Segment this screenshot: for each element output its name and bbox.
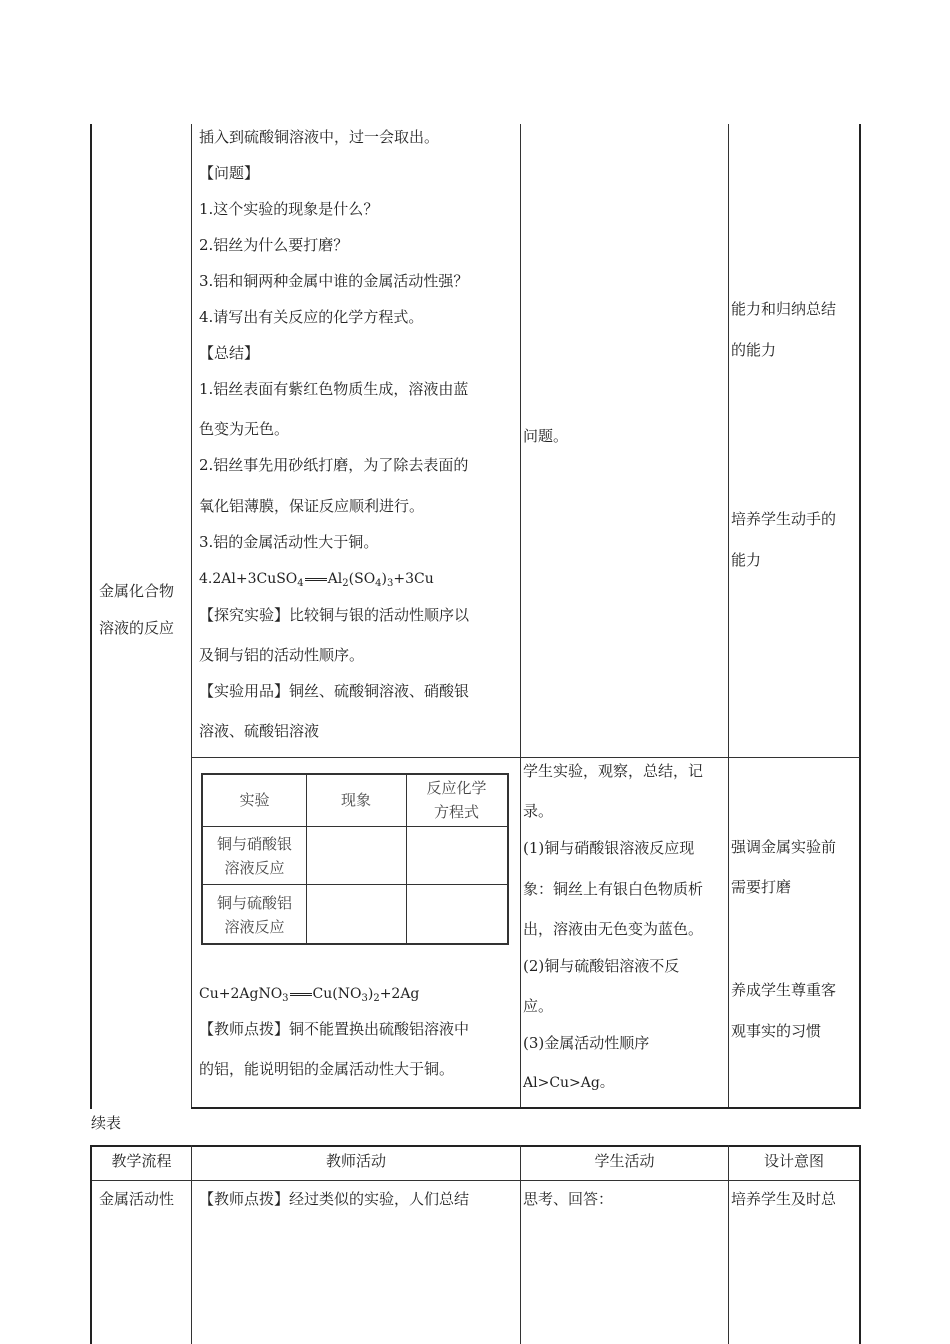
table-cell: 【教师点拨】经过类似的实验，人们总结 bbox=[199, 1190, 470, 1208]
teacher-text: 溶液、硫酸铝溶液 bbox=[199, 722, 320, 740]
design-text: 观事实的习惯 bbox=[731, 1022, 822, 1040]
inner-header-experiment: 实验 bbox=[239, 791, 270, 809]
teacher-text: 【探究实验】比较铜与银的活动性顺序以 bbox=[199, 606, 470, 624]
teacher-text: 【总结】 bbox=[199, 344, 260, 362]
table-border bbox=[728, 1145, 729, 1344]
table-cell: 思考、回答： bbox=[523, 1190, 614, 1208]
design-text: 培养学生动手的 bbox=[731, 510, 837, 528]
section-label-line1: 金属化合物 bbox=[99, 582, 175, 600]
teacher-text: 氧化铝薄膜，保证反应顺利进行。 bbox=[199, 497, 425, 515]
design-text: 需要打磨 bbox=[731, 878, 792, 896]
chemical-equation-1: 4.2Al+3CuSO$_4$ $Al_2(SO_4)_3+3Cu$ bbox=[199, 571, 434, 589]
inner-cell: 溶液反应 bbox=[224, 859, 285, 877]
student-text: 录。 bbox=[523, 802, 554, 820]
design-text: 能力和归纳总结 bbox=[731, 300, 837, 318]
table-top bbox=[90, 1145, 861, 1147]
table-border bbox=[191, 124, 192, 1109]
table-border bbox=[859, 1145, 861, 1344]
teacher-text: 及铜与铝的活动性顺序。 bbox=[199, 646, 365, 664]
teacher-text: 1.这个实验的现象是什么？ bbox=[199, 200, 379, 218]
inner-header-equation: 方程式 bbox=[433, 803, 479, 821]
inner-cell: 溶液反应 bbox=[224, 918, 285, 936]
continued-label: 续表 bbox=[91, 1114, 122, 1132]
equals-sign bbox=[290, 993, 312, 996]
inner-header-equation: 反应化学 bbox=[426, 779, 487, 797]
student-text: (3)金属活动性顺序 bbox=[523, 1034, 650, 1052]
chemical-equation-2: Cu+2AgNO$_3$ $Cu(NO_3)_2+2Ag$ bbox=[199, 986, 420, 1004]
header-divider bbox=[90, 1180, 861, 1181]
equals-sign bbox=[305, 578, 327, 581]
student-text: 象：铜丝上有银白色物质析 bbox=[523, 880, 704, 898]
design-text: 的能力 bbox=[731, 341, 777, 359]
header-student-activity: 学生活动 bbox=[594, 1152, 655, 1170]
header-process: 教学流程 bbox=[111, 1152, 172, 1170]
experiment-table bbox=[201, 773, 509, 945]
table-border bbox=[859, 124, 861, 1109]
student-text: 学生实验，观察，总结，记 bbox=[523, 762, 704, 780]
table-cell: 金属活动性 bbox=[99, 1190, 175, 1208]
header-teacher-activity: 教师活动 bbox=[325, 1152, 386, 1170]
teacher-text: 插入到硫酸铜溶液中，过一会取出。 bbox=[199, 128, 440, 146]
inner-cell: 铜与硝酸银 bbox=[216, 835, 292, 853]
teacher-text: 2.铝丝为什么要打磨？ bbox=[199, 236, 349, 254]
design-text: 能力 bbox=[731, 551, 762, 569]
row-divider bbox=[191, 757, 860, 758]
teacher-text: 【教师点拨】铜不能置换出硫酸铝溶液中 bbox=[199, 1020, 470, 1038]
design-text: 养成学生尊重客 bbox=[731, 981, 837, 999]
table-border bbox=[520, 1145, 521, 1344]
table-border bbox=[520, 124, 521, 1109]
design-text: 强调金属实验前 bbox=[731, 838, 837, 856]
teacher-text: 2.铝丝事先用砂纸打磨，为了除去表面的 bbox=[199, 456, 469, 474]
inner-cell: 铜与硫酸铝 bbox=[216, 894, 292, 912]
teacher-text: 【问题】 bbox=[199, 164, 260, 182]
student-text: (1)铜与硝酸银溶液反应现 bbox=[523, 839, 695, 857]
teacher-text: 的铝，能说明铝的金属活动性大于铜。 bbox=[199, 1060, 455, 1078]
teacher-text: 4.请写出有关反应的化学方程式。 bbox=[199, 308, 424, 326]
teacher-text: 3.铝和铜两种金属中谁的金属活动性强？ bbox=[199, 272, 469, 290]
header-design-intent: 设计意图 bbox=[763, 1152, 824, 1170]
teacher-text: 3.铝的金属活动性大于铜。 bbox=[199, 533, 379, 551]
student-text: Al>Cu>Ag。 bbox=[523, 1075, 614, 1091]
student-text: (2)铜与硫酸铝溶液不反 bbox=[523, 957, 680, 975]
table-cell: 培养学生及时总 bbox=[731, 1190, 837, 1208]
table-border bbox=[90, 1145, 92, 1344]
section-label-line2: 溶液的反应 bbox=[99, 619, 175, 637]
inner-header-phenomenon: 现象 bbox=[340, 791, 371, 809]
teacher-text: 色变为无色。 bbox=[199, 420, 290, 438]
student-text: 出，溶液由无色变为蓝色。 bbox=[523, 920, 704, 938]
inner-divider bbox=[203, 826, 507, 827]
table-border bbox=[728, 124, 729, 1109]
student-text: 问题。 bbox=[523, 427, 569, 445]
teacher-text: 【实验用品】铜丝、硫酸铜溶液、硝酸银 bbox=[199, 682, 470, 700]
table-bottom bbox=[191, 1107, 860, 1109]
table-border bbox=[90, 124, 92, 1109]
teacher-text: 1.铝丝表面有紫红色物质生成，溶液由蓝 bbox=[199, 380, 469, 398]
table-border bbox=[191, 1145, 192, 1344]
inner-divider bbox=[203, 884, 507, 885]
student-text: 应。 bbox=[523, 997, 554, 1015]
